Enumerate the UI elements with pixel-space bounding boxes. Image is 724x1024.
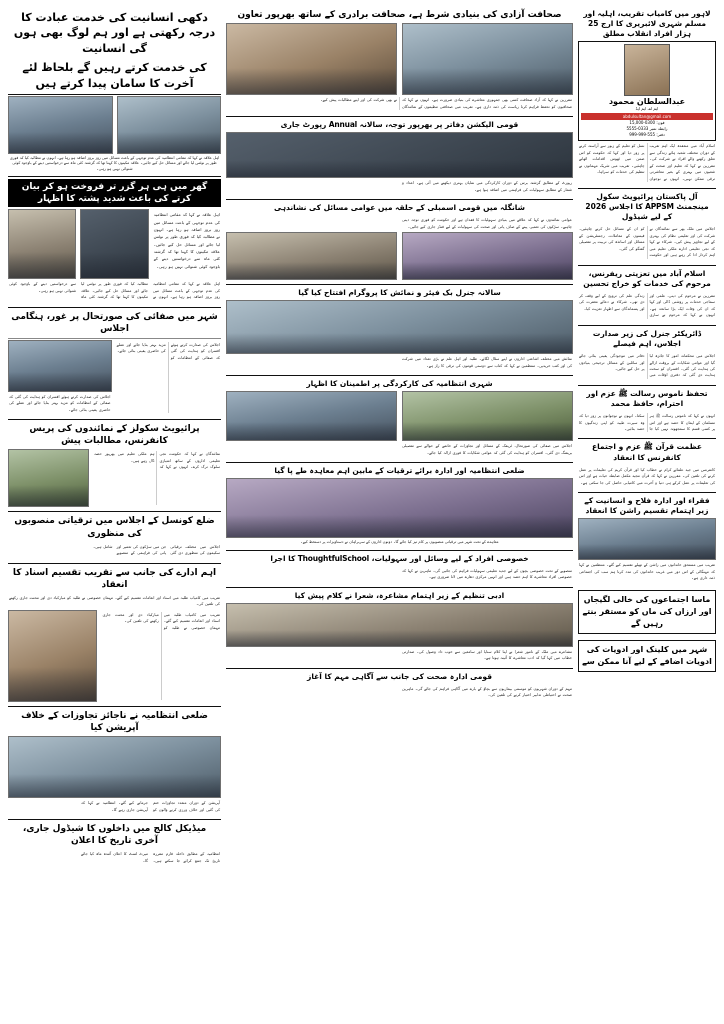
article-body-cols: منصوبے کے تحت خصوصی بچوں کے لیے جدید تعلیمی سہولیات فراہم کی جائیں گی۔ ماہرین نے کہا کہ خصوصی افراد معاشرے کا اہم حصہ ہیں اور انہیں مرکزی دھارے میں لانا ضروری ہے۔ <box>402 567 572 580</box>
article-bottom-left <box>8 819 221 866</box>
advertiser-name: عبدالسلطان محمود <box>608 97 686 107</box>
news-photo <box>8 209 76 279</box>
article-l5 <box>8 563 221 702</box>
article-l4 <box>8 511 221 558</box>
article-body-cols: عوامی نمائندوں نے کہا کہ علاقے میں بنیادی سہولیات کا فقدان ہے اور حکومت کو فوری توجہ دینی چاہیے۔ سڑکوں کی تعمیر، پینے کے صاف پانی اور صحت کی سہولیات کے لیے فنڈز جاری کیے جائیں۔ <box>402 217 572 229</box>
article-body: اہل علاقہ نے کہا کہ مقامی انتظامیہ کی عدم توجہی کے باعث مسائل میں روز بروز اضافہ ہو رہا ہے۔ انہوں نے مطالبہ کیا کہ فوری طور پر نوٹس لیا جائے اور مسائل حل کیے جائیں۔ علاقہ مکینوں کا کہنا تھا کہ گزشتہ کئی ماہ سے درخواستیں دینے کے باوجود کوئی شنوائی نہیں ہو رہی۔ <box>153 212 220 269</box>
article-m6 <box>226 462 573 545</box>
divider <box>8 338 221 339</box>
article-r1 <box>578 6 716 184</box>
headline: سالانہ جنرل بک فیئر و نمائش کا پروگرام افتتاح کیا گیا <box>298 288 501 298</box>
article-body-cols: آپریشن کے دوران متعدد تجاوزات ختم کی گئیں اور خلاف ورزی کرنے والوں کو جرمانے کیے گئے۔ انتظامیہ نے کہا کہ آپریشن جاری رہے گا۔ <box>81 800 220 812</box>
news-photo <box>226 132 573 178</box>
article-body: اجلاس کی صدارت کرتے ہوئے افسران کو ہدایت کی گئی کہ صفائی کے انتظامات کو مزید بہتر بنایا جائے اور عملے کی حاضری یقینی بنائی جائے۔ <box>9 393 111 412</box>
headline: میڈیکل کالج میں داخلوں کا شیڈول جاری، آخری تاریخ کا اعلان <box>22 824 207 847</box>
article-body-cols: انتظامیہ کے مطابق داخلہ فارم مقررہ تاریخ تک جمع کرائے جا سکتے ہیں۔ میرٹ لسٹ کا اعلان آئندہ ماہ کیا جائے گا۔ <box>81 851 220 863</box>
article-body-cols: مشاعرے میں ملک کے نامور شعرا نے اپنا کلام سنایا اور سامعین سے خوب داد وصول کی۔ صدارتی خطاب میں کہا گیا کہ ادب معاشرے کا آئینہ ہوتا ہے۔ <box>402 648 572 661</box>
news-photo <box>402 391 573 441</box>
headline: قومی الیکشن دفاتر پر بھرپور توجہ، سالانہ Annual رپورٹ جاری <box>280 120 519 130</box>
news-photo <box>226 300 573 354</box>
photo-caption: اہل علاقہ نے کہا کہ مقامی انتظامیہ کی عدم توجہی کے باعث مسائل میں روز بروز اضافہ ہو رہا ہے۔ انہوں نے مطالبہ کیا کہ فوری طور پر نوٹس لیا جائے اور مسائل حل کیے جائیں۔ علاقہ مکینوں کا کہنا تھا کہ گزشتہ کئی ماہ سے درخواستیں دینے کے باوجود کوئی شنوائی نہیں ہو رہی۔ <box>9 154 220 171</box>
article-m7 <box>226 550 573 583</box>
article-body-cols: اجلاس کی صدارت کرتے ہوئے افسران کو ہدایت کی گئی کہ صفائی کے انتظامات کو مزید بہتر بنایا جائے اور عملے کی حاضری یقینی بنائی جائے۔ <box>116 341 220 360</box>
headline: قومی ادارہ صحت کی جانب سے آگاہی مہم کا آغاز <box>307 671 492 681</box>
news-photo <box>402 232 573 280</box>
news-photo <box>402 23 573 95</box>
advertiser-email[interactable]: abdulsultan@gmail.com <box>581 113 713 120</box>
column-right <box>578 6 716 1018</box>
photo-row <box>226 23 573 95</box>
headline: اہم ادارے کی جانب سے تقریب تقسیم اسناد کا انعقاد <box>12 567 217 590</box>
article-body-cols: تقریب میں کامیاب طلبہ میں اسناد اور انعامات تقسیم کیے گئے۔ مہمان خصوصی نے طلبہ کو مبارکباد دی اور محنت جاری رکھنے کی تلقین کی۔ <box>102 611 220 630</box>
advertiser-phone-3: دفتر: 555-999-999 <box>629 132 665 138</box>
headline: شہری انتظامیہ کی کارکردگی پر اطمینان کا اظہار <box>306 379 493 389</box>
photo-row <box>226 232 573 280</box>
top-photo-row <box>8 96 221 154</box>
headline: ضلعی انتظامیہ نے ناجائز تجاوزات کے خلاف آپریشن کیا <box>21 710 208 733</box>
news-photo <box>226 603 573 647</box>
article-body-cols: اسلام آباد میں منعقدہ ایک اہم تقریب کے دوران مختلف شعبہ ہائے زندگی سے تعلق رکھنے والے افراد نے شرکت کی۔ مقررین نے کہا کہ تعلیم اور صحت کے شعبوں میں بہتری کے بغیر معاشرتی ترقی ممکن نہیں۔ انہوں نے نوجوان نسل کو تعلیم کے زیور سے آراستہ کرنے پر زور دیا اور کہا کہ حکومت کو اس ضمن میں ٹھوس اقدامات اٹھانے چاہئیں۔ تقریب میں شریک مہمانوں نے تنظیم کی خدمات کو سراہا۔ <box>579 143 715 181</box>
article-l3 <box>8 419 221 507</box>
news-photo <box>80 209 148 279</box>
quote-box-2: شہر میں کلینک اور ادویات کی ادویات اضافے کے لیے آنا ممکن سے <box>578 640 716 672</box>
article-l2 <box>8 307 221 416</box>
news-photo <box>8 449 89 507</box>
article-r7 <box>578 492 716 584</box>
headline: اسلام آباد میں تعزیتی ریفرنس، مرحوم کی خدمات کو خراج تحسین <box>583 268 711 288</box>
headline: عظمت قرآن ﷺ عزم و اجتماع کانفرنس کا انعقاد <box>591 442 702 462</box>
article-r3 <box>578 265 716 321</box>
column-wide-left <box>8 6 221 1018</box>
photo-row <box>226 391 573 441</box>
top-banner-line2: کی خدمت کرتے رہیں گے بلحاظ لئے آخرت کا سامان پیدا کرتے ہیں <box>22 61 207 90</box>
article-body: کانفرنس میں جید علمائے کرام نے خطاب کیا اور قرآن کریم کی تعلیمات پر عمل کرنے کی تلقین کی۔ مقررین نے کہا کہ قرآن مجید مکمل ضابطہ حیات ہے اور اس کی تعلیمات پر عمل کرکے ہی دنیا و آخرت میں کامیابی حاصل کی جا سکتی ہے۔ <box>578 466 715 485</box>
article-body-cols: مقررین نے مرحوم کی دینی، علمی اور سماجی خدمات پر روشنی ڈالی اور کہا کہ ان کی وفات ایک بڑا سانحہ ہے۔ انہوں نے کہا کہ مرحوم نے ساری زندگی علم کی ترویج کے لیے وقف کر دی تھی۔ شرکاء نے دعائے مغفرت کی اور پسماندگان سے اظہار تعزیت کیا۔ <box>579 292 715 318</box>
article-r5 <box>578 385 716 435</box>
news-photo <box>226 391 397 441</box>
article-r6 <box>578 438 716 488</box>
news-photo <box>8 610 97 702</box>
headline: خصوصی افراد کے لیے وسائل اور سہولیات، ThoughtfulSchool کا اجرا <box>270 553 529 563</box>
article-m8 <box>226 587 573 664</box>
photo-caption: معاہدے کے تحت شہر میں ترقیاتی منصوبوں پر کام تیز کیا جائے گا۔ دونوں اداروں کے سربراہان نے دستاویزات پر دستخط کیے۔ <box>300 539 499 545</box>
quote-box-1: ماسا اجتماعوں کی خالی لگیجاں اور ارزاں کی ماں کو مستقر بنتے رہیں گے <box>578 590 716 634</box>
column-middle <box>226 6 573 1018</box>
article-subtext: تقریب میں کامیاب طلبہ میں اسناد اور انعامات تقسیم کیے گئے۔ مہمان خصوصی نے طلبہ کو مبارکباد دی اور محنت جاری رکھنے کی تلقین کی۔ <box>9 594 220 607</box>
article-body-cols: انہوں نے کہا کہ ناموس رسالت ﷺ ہر مسلمان کے ایمان کا حصہ ہے اور اس پر کسی قسم کا سمجھوتہ نہیں کیا جا سکتا۔ انہوں نے نوجوانوں پر زور دیا کہ وہ سیرت طیبہ کو اپنی زندگیوں کا حصہ بنائیں۔ <box>579 413 715 432</box>
headline: فقراء اور ادارہ فلاح و انسانیت کے زیر اہتمام تقسیم راشن کا انعقاد <box>584 496 710 516</box>
advertiser-photo <box>624 44 670 96</box>
news-photo <box>226 23 397 95</box>
article-body-cols: نمائش میں مختلف اشاعتی اداروں نے اپنے سٹال لگائے۔ طلبہ اور اہل علم نے بڑی تعداد میں شرکت کی اور کتب خریدیں۔ منتظمین نے کہا کہ کتاب سے دوستی قوموں کی ترقی کا راز ہے۔ <box>402 356 572 368</box>
article-body-cols: نمائندگان نے کہا کہ حکومت نجی تعلیمی اداروں کے ساتھ امتیازی سلوک ترک کرے۔ انہوں نے کہا کہ ہم ملکی تعلیم میں بھرپور حصہ ڈال رہے ہیں۔ <box>93 451 220 470</box>
article-m4 <box>226 284 573 371</box>
news-photo <box>226 478 573 538</box>
news-photo <box>8 96 113 154</box>
headline: ضلعی انتظامیہ اور ادارہ برائے ترقیات کے مابین اہم معاہدہ طے پا گیا <box>274 466 525 476</box>
article-l6 <box>8 706 221 815</box>
news-photo <box>117 96 222 154</box>
photo-row <box>8 449 221 507</box>
article-body-cols: اہل علاقہ نے کہا کہ مقامی انتظامیہ کی عدم توجہی کے باعث مسائل میں روز بروز اضافہ ہو رہا ہے۔ انہوں نے مطالبہ کیا کہ فوری طور پر نوٹس لیا جائے اور مسائل حل کیے جائیں۔ علاقہ مکینوں کا کہنا تھا کہ گزشتہ کئی ماہ سے درخواستیں دینے کے باوجود کوئی شنوائی نہیں ہو رہی۔ <box>9 281 220 300</box>
article-m5 <box>226 375 573 458</box>
advertisement-box[interactable] <box>578 41 716 141</box>
advertiser-phone-1: فون: 0300-15,000 <box>629 120 665 126</box>
news-photo <box>8 340 112 392</box>
divider <box>8 94 221 95</box>
article-body-cols: رپورٹ کے مطابق گزشتہ برس کے دوران کارکردگی میں نمایاں بہتری دیکھنے میں آئی ہے۔ اعداد و شمار کے مطابق سہولیات کی فراہمی میں اضافہ ہوا ہے۔ <box>402 180 572 192</box>
article-body-cols: اجلاس میں محکمانہ امور کا جائزہ لیا گیا اور عوامی شکایات کے بروقت ازالے کی ہدایت کی گئی۔ افسران کو سخت ہدایت دی گئی کہ دفتری اوقات میں دفاتر میں موجودگی یقینی بنائی جائے اور سائلین کے مسائل ترجیحی بنیادوں پر حل کیے جائیں۔ <box>579 353 715 378</box>
news-photo <box>226 232 397 280</box>
headline: ادبی تنظیم کے زیر اہتمام مشاعرہ، شعرا نے کلام پیش کیا <box>294 590 505 600</box>
headline: ضلع کونسل کے اجلاس میں ترقیاتی منصوبوں کی منظوری <box>14 516 215 539</box>
article-r2 <box>578 188 716 261</box>
article-body-cols: اجلاس میں مختلف ترقیاتی سکیموں کی منظوری دی گئی جن میں سڑکوں کی تعمیر اور پانی کی فراہمی کے منصوبے شامل ہیں۔ <box>93 543 220 556</box>
advertiser-phone-2: رابطہ نمبر 0333-5555 <box>626 126 668 132</box>
headline: آل پاکستان پرائیویٹ سکول مینجمنٹ APPSM کا اجلاس 2026 کے لیے شیڈول <box>585 192 709 222</box>
headline: تحفظ ناموس رسالت ﷺ عزم اور احترام، حافظ محمد <box>586 388 708 408</box>
news-photo <box>8 736 221 798</box>
advertiser-title: ایم اے، ایم ایڈ <box>635 106 659 112</box>
top-banner-line1: دکھی انسانیت کی خدمت عبادت کا درجہ رکھتی ہے اور ہم لوگ بھی ہوں گی انسانیت <box>13 11 216 55</box>
page-grid <box>8 6 716 1018</box>
article-body-cols: اجلاس میں ملک بھر سے نمائندگان نے شرکت کی اور تعلیمی نظام کی بہتری کے لیے تجاویز پیش کیں۔ شرکاء نے کہا کہ نجی تعلیمی ادارے ملکی تعلیم میں اہم کردار ادا کر رہے ہیں اور حکومت کو ان کے مسائل حل کرنے چاہئیں۔ فیسوں کے معاملات، رجسٹریشن کے مسائل اور اساتذہ کی تربیت پر تفصیلی گفتگو کی گئی۔ <box>579 226 715 258</box>
headline: گھر میں ہی ہر گزر تر فروخت ہو کر بیان کرتے کی باعث شدید پشتہ کا اظہار <box>8 179 221 207</box>
article-m2 <box>226 116 573 195</box>
article-m11 <box>226 668 573 701</box>
headline: لاہور میں کامیاب تقریب، اہلیہ اور مسلم شہری لائبریری کا ارج 25 ہزار افراد انقلاب مطلق <box>583 9 711 39</box>
news-photo <box>578 518 716 560</box>
article-body-cols: مہم کے دوران شہریوں کو موسمی بیماریوں سے بچاؤ کے بارے میں آگاہی فراہم کی جائے گی۔ ماہرین صحت نے احتیاطی تدابیر اختیار کرنے کی تلقین کی۔ <box>402 685 572 698</box>
photo-row <box>8 209 221 279</box>
headline: پرائیویٹ سکولز کے نمائندوں کی پریس کانفرنس، مطالبات پیش <box>29 424 200 447</box>
article-body-cols: مقررین نے کہا کہ آزاد صحافت کسی بھی جمہوری معاشرے کی بنیادی ضرورت ہے۔ انہوں نے کہا کہ صحافیوں کو تحفظ فراہم کرنا ریاست کی ذمہ داری ہے۔ تقریب میں صحافتی تنظیموں کے نمائندگان نے بھی شرکت کی اور اپنے مطالبات پیش کیے۔ <box>320 97 572 109</box>
headline: شانگلہ میں قومی اسمبلی کے حلقہ میں عوامی مسائل کی نشاندہی <box>274 203 525 213</box>
headline: ڈائریکٹر جنرل کی زیر صدارت اجلاس، اہم فیصلے <box>592 328 702 348</box>
article-r4 <box>578 325 716 381</box>
article-m1 <box>226 6 573 112</box>
headline: شہر میں صفائی کی صورتحال پر غور، ہنگامی اجلاس <box>11 311 218 334</box>
article-l1 <box>8 176 221 303</box>
top-banner-article <box>8 6 221 172</box>
article-body-cols: اجلاس میں صفائی کی صورتحال، ٹریفک کے مسائل اور تجاوزات کے خاتمے کے حوالے سے تفصیلی بریفنگ دی گئی۔ افسران کو ہدایت کی گئی کہ عوامی شکایات کا فوری ازالہ کیا جائے۔ <box>402 443 572 455</box>
article-m3 <box>226 199 573 280</box>
photo-row <box>8 610 221 702</box>
article-body: تقریب میں مستحق خاندانوں میں راشن کے تھیلے تقسیم کیے گئے۔ منتظمین نے کہا کہ مہنگائی کے اس دور میں غریب خاندانوں کی مدد کرنا ہم سب کی اجتماعی ذمہ داری ہے۔ <box>579 562 715 581</box>
headline: صحافت آزادی کی بنیادی شرط ہے، صحافت برادری کے ساتھ بھرپور تعاون <box>237 10 562 20</box>
photo-row <box>8 340 221 415</box>
